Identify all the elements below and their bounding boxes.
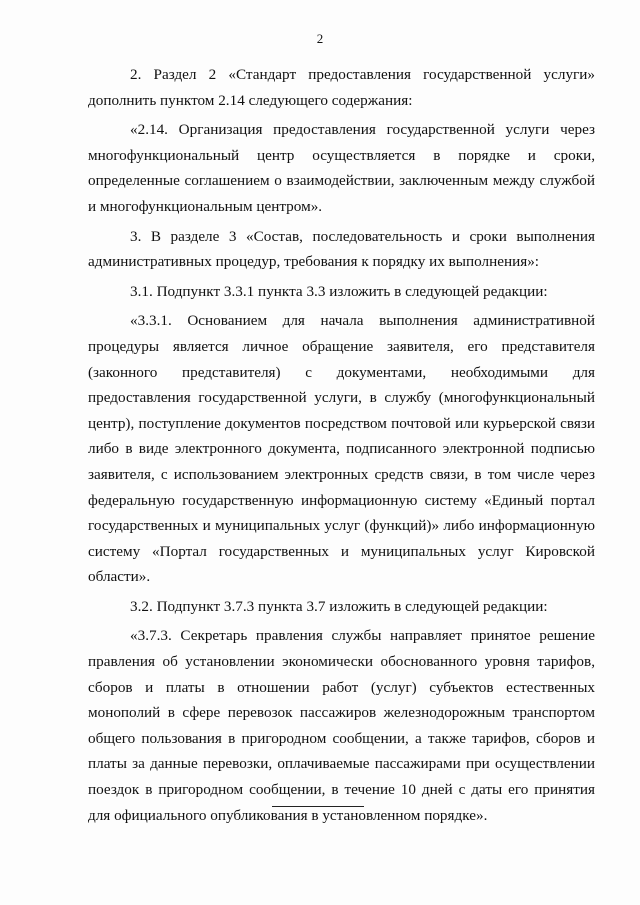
paragraph-clause-3-7-3: «3.7.3. Секретарь правления службы направляет принятое решение правления об установлении экономически обоснованного уровня тарифов, сборов и платы в отношении работ (услуг) субъектов естественных монополий в сфере перевозок пассажиров железнодорожным транспортом общего пользования в пригородном сообщении, а также тарифов, сборов и платы за данные перевозки, оплачиваемые пассажирами при осуществлении поездок в пригородном сообщении, в течение 10 дней с даты его принятия для официального опубликования в установленном порядке».: [88, 627, 595, 824]
paragraph-section-2-amendment: 2. Раздел 2 «Стандарт предоставления государственной услуги» дополнить пунктом 2.14 следующего содержания:: [88, 66, 595, 109]
paragraph-subclause-3-1: 3.1. Подпункт 3.3.1 пункта 3.3 изложить в следующей редакции:: [130, 282, 548, 300]
document-body: [88, 62, 595, 828]
paragraph-section-3-amendment: 3. В разделе 3 «Состав, последовательность и сроки выполнения административных процедур, требования к порядку их выполнения»:: [88, 227, 595, 271]
paragraph-clause-2-14: «2.14. Организация предоставления государственной услуги через многофункциональный центр осуществляется в порядке и сроки, определенные соглашением о взаимодействии, заключенным между службой и многофункциональным центром».: [88, 121, 595, 215]
paragraph-subclause-3-2: 3.2. Подпункт 3.7.3 пункта 3.7 изложить в следующей редакции:: [130, 597, 548, 615]
page-number: 2: [316, 31, 324, 46]
closing-divider-line: [272, 806, 364, 807]
paragraph-clause-3-3-1: «3.3.1. Основанием для начала выполнения административной процедуры является личное обращение заявителя, его представителя (законного представителя) с документами, необходимыми для предоставления государственной услуги, в службу (многофункциональный центр), поступление документов посредством почтовой или курьерской связи либо в виде электронного документа, подписанного электронной подписью заявителя, с использованием электронных средств связи, в том числе через федеральную государственную информационную систему «Единый портал государственных и муниципальных услуг (функций)» либо информационную систему «Портал государственных и муниципальных услуг Кировской области».: [88, 312, 595, 586]
